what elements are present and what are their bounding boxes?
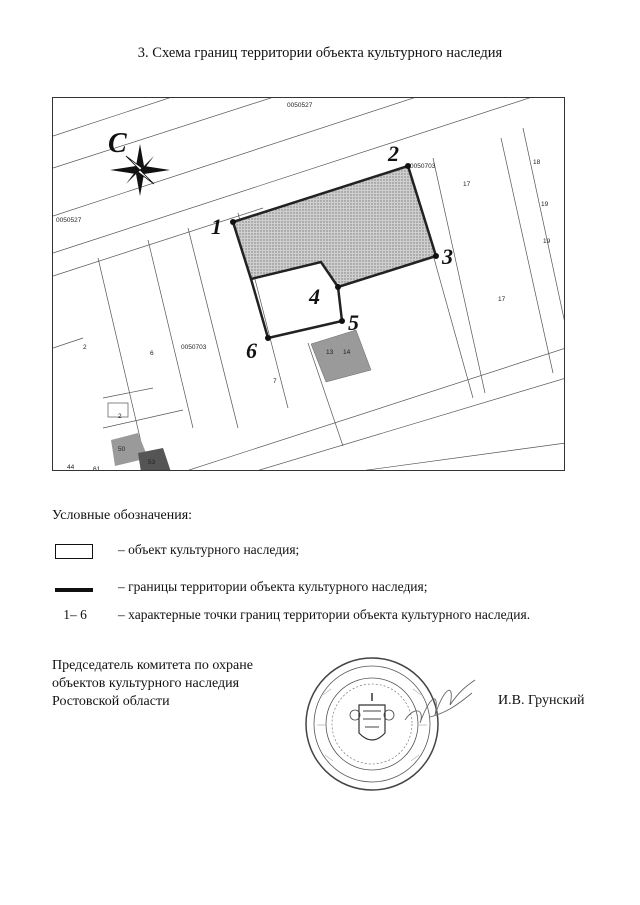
cadastral-label: 0050703 [410,163,436,170]
cadastral-label: 18 [533,159,541,166]
point-label-6: 6 [246,338,257,363]
boundary-map [52,97,565,471]
cadastral-label: 0050527 [287,102,313,109]
legend-item-heritage-object [52,542,572,564]
compass-letter: С [108,128,127,159]
signer-name: И.В. Грунский [498,693,585,708]
page-title: 3. Схема границ территории объекта культурного наследия [137,45,503,61]
point-label-5: 5 [348,310,359,335]
legend-item-points [52,607,592,629]
point-label-2: 2 [388,141,399,166]
cadastral-label: 17 [463,181,471,188]
signer-line: Ростовской области [52,694,170,709]
legend-symbol: 1– 6 [63,607,87,622]
cadastral-label: 7 [273,378,277,385]
cadastral-label: 19 [541,201,549,208]
cadastral-label: 44 [67,464,75,471]
signer-block [52,657,253,711]
legend-text: – характерные точки границ территории объекта культурного наследия. [118,607,531,622]
handwritten-signature [400,675,480,735]
legend-text: – объект культурного наследия; [118,542,300,557]
legend-title: Условные обозначения: [52,508,193,523]
cadastral-label: 2 [83,344,87,351]
territory-boundary [251,279,342,338]
legend-line-swatch [55,588,93,592]
point-label-4: 4 [309,284,320,309]
cadastral-label: 14 [343,349,351,356]
cadastral-label: 19 [543,238,551,245]
legend-item-boundary [52,579,572,601]
compass-rose-icon [108,128,170,196]
point-label-3: 3 [442,244,453,269]
cadastral-label: 0050703 [181,344,207,351]
cadastral-label: 0050527 [56,217,82,224]
cadastral-label: 13 [326,349,334,356]
signer-line: объектов культурного наследия [52,676,240,691]
cadastral-label: 50 [118,446,126,453]
cadastral-label: 61 [93,466,101,472]
signer-line: Председатель комитета по охране [52,658,253,673]
point-label-1: 1 [211,214,222,239]
cadastral-label: 53 [148,459,156,466]
gray-building-block [311,330,371,382]
legend-box-swatch [55,544,93,559]
cadastral-label: 2 [118,413,122,420]
legend-text: – границы территории объекта культурного наследия; [118,579,428,594]
cadastral-label: 6 [150,350,154,357]
cadastral-label: 17 [498,296,506,303]
map-drawing [53,98,565,471]
